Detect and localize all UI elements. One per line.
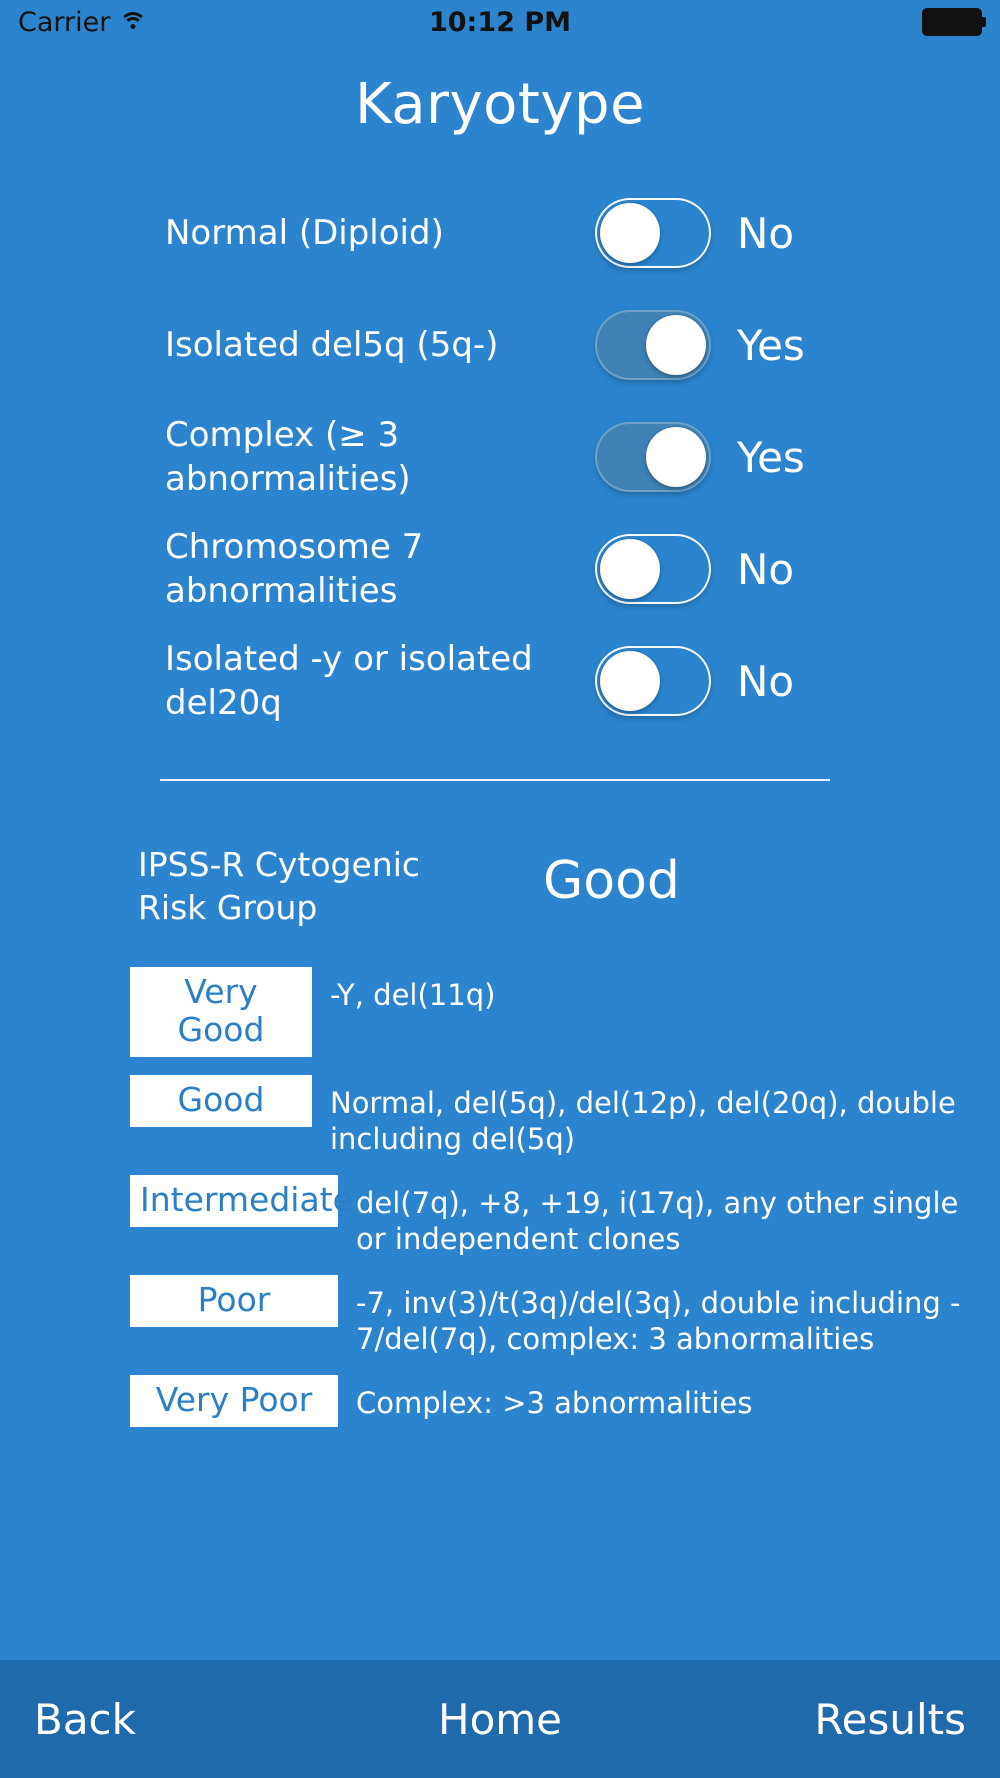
toggle-value: Yes [737, 432, 805, 482]
toggle-knob [600, 539, 660, 599]
toggle-knob [600, 203, 660, 263]
toggle-label: Isolated -y or isolated del20q [165, 639, 533, 723]
legend-chip-intermediate: Intermediate [130, 1175, 338, 1227]
risk-group-value: Good [543, 851, 680, 911]
toggle-row-chromosome-7 [0, 513, 1000, 625]
legend-description: Complex: >3 abnormalities [356, 1386, 753, 1420]
legend-chip-poor: Poor [130, 1275, 338, 1327]
toggle-switch-normal-diploid[interactable] [595, 198, 711, 268]
home-button[interactable]: Home [437, 1694, 563, 1744]
risk-group-label: IPSS-R Cytogenic Risk Group [138, 845, 421, 927]
carrier-label: Carrier [18, 6, 111, 38]
toggle-label: Chromosome 7 abnormalities [165, 527, 424, 611]
legend-description: -7, inv(3)/t(3q)/del(3q), double including - 7/del(7q), complex: 3 abnormalities [356, 1286, 961, 1356]
page-title: Karyotype [354, 72, 646, 137]
legend-row [130, 1375, 970, 1427]
toggle-label: Complex (≥ 3 abnormalities) [165, 415, 411, 499]
status-bar [0, 0, 1000, 44]
legend-description: Normal, del(5q), del(12p), del(20q), double including del(5q) [330, 1086, 956, 1156]
status-bar-right [922, 8, 982, 36]
toggle-row-isolated-del5q [0, 289, 1000, 401]
toggle-value: No [737, 544, 795, 594]
legend-chip-very-poor: Very Poor [130, 1375, 338, 1427]
battery-full-icon [922, 8, 982, 36]
toggle-label: Isolated del5q (5q-) [165, 325, 499, 365]
toggle-value: Yes [737, 320, 805, 370]
karyotype-options-list [0, 177, 1000, 737]
toggle-value: No [737, 208, 795, 258]
back-button[interactable]: Back [34, 1694, 136, 1744]
toggle-switch-chromosome-7[interactable] [595, 534, 711, 604]
legend-row [130, 1275, 970, 1357]
legend-row [130, 967, 970, 1057]
legend-description: -Y, del(11q) [330, 978, 496, 1012]
toggle-label: Normal (Diploid) [165, 213, 444, 253]
results-button[interactable]: Results [814, 1694, 967, 1744]
toggle-row-complex [0, 401, 1000, 513]
toggle-row-isolated-y-del20q [0, 625, 1000, 737]
toggle-knob [646, 427, 706, 487]
clock-label: 10:12 PM [428, 6, 571, 38]
toggle-knob [646, 315, 706, 375]
section-divider [160, 779, 830, 781]
bottom-tab-bar [0, 1660, 1000, 1778]
legend-row [130, 1175, 970, 1257]
legend-chip-good: Good [130, 1075, 312, 1127]
toggle-knob [600, 651, 660, 711]
toggle-switch-isolated-del5q[interactable] [595, 310, 711, 380]
legend-row [130, 1075, 970, 1157]
toggle-switch-isolated-y-del20q[interactable] [595, 646, 711, 716]
toggle-value: No [737, 656, 795, 706]
legend-chip-very-good: Very Good [130, 967, 312, 1057]
toggle-switch-complex[interactable] [595, 422, 711, 492]
legend-description: del(7q), +8, +19, i(17q), any other single or independent clones [356, 1186, 959, 1256]
risk-group-legend [0, 967, 1000, 1427]
risk-group-result [0, 843, 1000, 929]
toggle-row-normal-diploid [0, 177, 1000, 289]
